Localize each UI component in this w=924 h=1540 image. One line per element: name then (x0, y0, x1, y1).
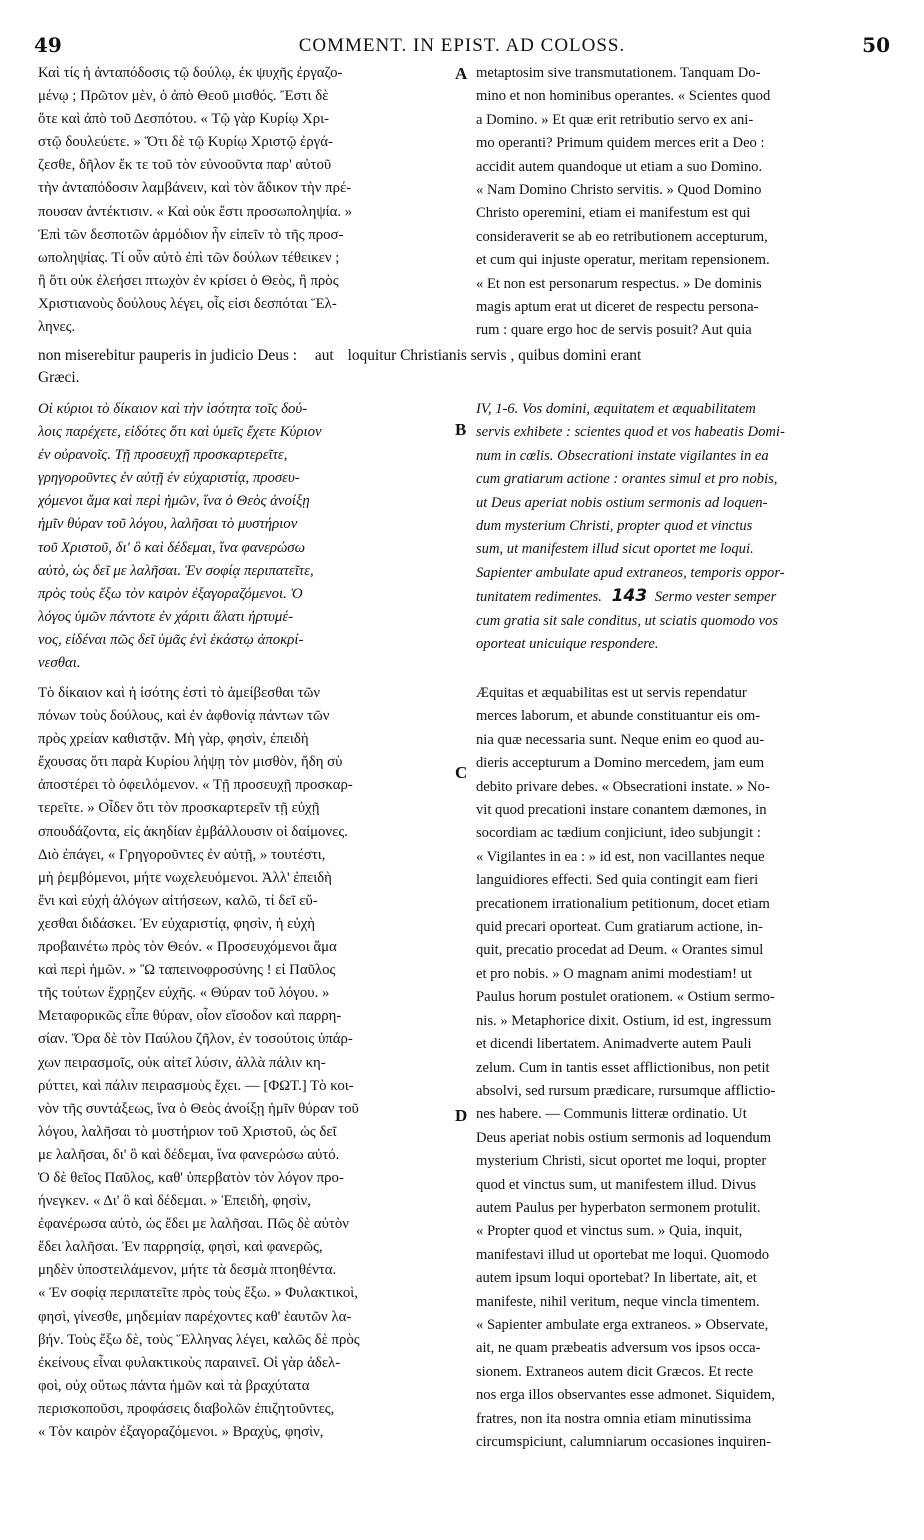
text-line: « Sapienter ambulate erga extraneos. » Observate, (476, 1316, 769, 1333)
text-line: precationem irrationalium petitionum, docet etiam (476, 895, 770, 912)
margin-marker-d: D (455, 1106, 468, 1125)
text-line: γρηγοροῦντες ἐν αὐτῇ ἐν εὐχαριστίᾳ, προσευ- (38, 470, 300, 487)
text-line: καὶ περὶ ἡμῶν. » Ὢ ταπεινοφροσύνης ! εἰ Παῦλος (38, 962, 336, 979)
text-line: βήν. Τοὺς ἔξω δὲ, τοὺς Ἕλληνας λέγει, καλῶς δὲ πρὸς (38, 1331, 360, 1348)
text-line: metaptosim sive transmutationem. Tanquam Do- (476, 65, 761, 81)
text-line: fratres, non ita nostra omnia etiam minutissima (476, 1410, 752, 1427)
text-line: merces laborum, et abunde constituantur eis om- (476, 708, 761, 725)
text-line: Τὸ δίκαιον καὶ ἡ ἰσότης ἐστὶ τὸ ἀμείβεσθαι τῶν (38, 685, 321, 701)
text-line: νος, εἰδέναι πῶς δεῖ ὑμᾶς ἑνὶ ἑκάστῳ ἀποκρί- (38, 631, 304, 648)
text-line: et pro nobis. » O magnam animi modestiam! ut (476, 965, 753, 982)
text-line: ait, ne quam præbeatis adversum vos ipsos occa- (476, 1340, 761, 1357)
text-line: quod et vinctus sum, ut manifestem illud. Divus (476, 1176, 757, 1193)
text-line: autem Paulus per hyperbaton sermonem protulit. (476, 1199, 761, 1216)
text-line-with-column-number (476, 585, 888, 609)
text-line: mino et non hominibus operantes. « Scientes quod (476, 88, 771, 105)
text-line: πουσαν ἀντέκτισιν. « Καὶ οὐκ ἔστι προσωποληψία. » (38, 203, 353, 220)
text-line: πόνων τοὺς δούλους, καὶ ἐν ἀφθονίᾳ πάντων τῶν (38, 708, 330, 725)
text-line: mo operanti? Primum quidem merces erit a Deo : (476, 135, 765, 152)
fullwidth-part-3: loquitur Christianis servis , quibus domini erant (347, 347, 642, 364)
text-line: ἔχουσας ὅτι παρὰ Κυρίου λήψῃ τὸν μισθὸν, ἤδη σὺ (38, 754, 343, 771)
text-line: ωποληψίας. Τί οὖν αὐτὸ ἐπὶ τῶν δούλων τέθεικεν ; (38, 249, 340, 266)
text-line: « Propter quod et vinctus sum. » Quia, inquit, (476, 1223, 743, 1240)
text-line: Διὸ ἐπάγει, « Γρηγοροῦντες ἐν αὐτῇ, » τουτέστι, (38, 846, 326, 863)
text-line: ἔνι καὶ εὐχὴ ἀλόγων αἰτήσεων, καλῶ, τί δεῖ εὔ- (38, 892, 318, 909)
text-line: « Τὸν καιρὸν ἐξαγοραζόμενοι. » Βραχὺς, φησὶν, (38, 1424, 324, 1440)
text-line: et cum qui injuste operatur, meritam repensionem. (476, 252, 770, 269)
block1-latin-column (476, 62, 888, 343)
text-line: dum mysterium Christi, propter quod et vinctus (476, 518, 753, 535)
text-line: λόγου, λαλῆσαι τὸ μυστήριον τοῦ Χριστοῦ, ὡς δεῖ (38, 1123, 337, 1140)
text-line: πρὸς τοὺς ἔξω τὸν καιρὸν ἐξαγοραζόμενοι. Ὁ (38, 585, 303, 602)
text-line: Deus aperiat nobis ostium sermonis ad loquendum (476, 1129, 772, 1146)
text-segment: Sermo vester semper (654, 589, 777, 606)
text-line: ήνεγκεν. « Δι' ὃ καὶ δέδεμαι. » Ἐπειδὴ, φησὶν, (38, 1193, 311, 1210)
text-line: Sapienter ambulate apud extraneos, temporis oppor- (476, 564, 785, 581)
text-line: Μεταφορικῶς εἶπε θύραν, οἷον εἴσοδον καὶ παρρη- (38, 1008, 342, 1025)
text-line: ut Deus aperiat nobis ostium sermonis ad loquen- (476, 494, 768, 511)
text-line: circumspiciunt, calumniarum occasiones inquiren- (476, 1434, 772, 1450)
text-line: cum gratiarum actione : orantes simul et pro nobis, (476, 471, 778, 488)
text-line: περισκοποῦσι, προφάσεις διαβολῶν ἐπιζητοῦντες, (38, 1400, 335, 1417)
text-line: « Vigilantes in ea : » id est, non vacillantes neque (476, 848, 765, 865)
text-line: a Domino. » Et quæ erit retributio servo ex ani- (476, 111, 754, 128)
fullwidth-part-2: aut (314, 347, 334, 364)
text-line: debito privare debes. « Obsecrationi instate. » No- (476, 778, 770, 795)
text-line: languidiores effecti. Sed quia contingit eam fieri (476, 872, 759, 889)
margin-marker-c: C (455, 763, 468, 782)
text-line: « Ἐν σοφίᾳ περιπατεῖτε πρὸς τοὺς ἔξω. » Φυλακτικοὶ, (38, 1285, 358, 1302)
text-line: νεσθαι. (38, 655, 81, 672)
text-line: μένῳ ; Πρῶτον μὲν, ὁ ἀπὸ Θεοῦ μισθός. Ἔστι δὲ (38, 88, 329, 105)
running-header (34, 33, 890, 59)
text-line: λόγος ὑμῶν πάντοτε ἐν χάριτι ἅλατι ἠρτυμέ- (38, 608, 294, 625)
text-line: vit quod precationi instare conantem dæmones, in (476, 802, 767, 819)
column-number: 143 (611, 586, 648, 607)
text-line: ἡμῖν θύραν τοῦ λόγου, λαλῆσαι τὸ μυστήριον (38, 516, 298, 533)
text-line: socordiam ac tædium conjiciunt, ideo subjungit : (476, 825, 761, 842)
text-line: oporteat unicuique respondere. (476, 636, 659, 653)
text-line: sum, ut manifestem illud sicut oportet me loqui. (476, 541, 754, 558)
block3-greek-column (38, 682, 458, 1444)
text-line: πρὸς χρείαν καθιστᾷν. Μὴ γὰρ, φησὶν, ἐπειδὴ (38, 731, 309, 748)
running-title: COMMENT. IN EPIST. AD COLOSS. (298, 35, 626, 56)
margin-marker-b: B (455, 420, 467, 439)
text-line: ρύττει, καὶ πάλιν πειρασμοὺς ἔχει. — [ΦΩΤ.] Τὸ κοι- (38, 1077, 354, 1094)
text-line: λοις παρέχετε, εἰδότες ὅτι καὶ ὑμεῖς ἔχετε Κύριον (38, 424, 322, 441)
text-line: ἔδει λαλῆσαι. Ἐν παρρησίᾳ, φησὶ, καὶ φανερῶς, (38, 1239, 323, 1256)
text-line: Καὶ τίς ἡ ἀνταπόδοσις τῷ δούλῳ, ἐκ ψυχῆς ἐργαζο- (38, 65, 343, 81)
text-line: accidit autem quandoque ut etiam a suo Domino. (476, 158, 763, 175)
text-line: quit, precatio procedat ad Deum. « Orantes simul (476, 942, 764, 959)
text-line: τοῦ Χριστοῦ, δι' ὃ καὶ δέδεμαι, ἵνα φανερώσω (38, 539, 306, 556)
text-line: consideraverit se ab eo retributionem accepturum, (476, 228, 768, 245)
text-line: Χριστιανοὺς δούλους λέγει, οἷς εἰσι δεσπόται Ἕλ- (38, 295, 337, 312)
text-line: μὴ ῥεμβόμενοι, μήτε νωχελευόμενοι. Ἀλλ' ἐπειδὴ (38, 869, 332, 886)
text-line: cum gratia sit sale conditus, ut sciatis quomodo vos (476, 612, 779, 629)
text-line: ἐν οὐρανοῖς. Τῇ προσευχῇ προσκαρτερεῖτε, (38, 447, 288, 464)
page-number-left: 49 (34, 33, 62, 57)
text-line: Ἐπὶ τῶν δεσποτῶν ἁρμόδιον ἦν εἰπεῖν τὸ τῆς προσ- (38, 226, 344, 243)
text-line: τὴν ἀνταπόδοσιν λαμβάνειν, καὶ τὸν ἄδικον τὴν πρέ- (38, 180, 352, 197)
text-line: nes habere. — Communis litteræ ordinatio. Ut (476, 1106, 747, 1123)
text-line: χεσθαι διδάσκει. Ἐν εὐχαριστίᾳ, φησὶν, ἡ εὐχὴ (38, 915, 316, 932)
margin-marker-a: A (455, 64, 468, 83)
text-line: νὸν τῆς συντάξεως, ἵνα ὁ Θεὸς ἀνοίξῃ ἡμῖν θύραν τοῦ (38, 1100, 359, 1117)
text-line: zelum. Cum in tantis esset afflictionibus, non petit (476, 1059, 770, 1076)
fullwidth-line-2: Græci. (38, 369, 80, 386)
text-line: manifeste, nihil veritum, neque vincla timentem. (476, 1293, 760, 1310)
fullwidth-line-1 (38, 345, 888, 367)
text-line: « Nam Domino Christo servitis. » Quod Domino (476, 182, 762, 199)
text-line: ληνες. (38, 319, 76, 336)
text-line: φησὶ, γίνεσθε, μηδεμίαν παρέχοντες καθ' ἑαυτῶν λα- (38, 1308, 352, 1325)
text-line: Οἱ κύριοι τὸ δίκαιον καὶ τὴν ἰσότητα τοῖς δού- (38, 401, 308, 417)
text-line: nis. » Metaphorice dixit. Ostium, id est, ingressum (476, 1012, 772, 1029)
text-line: φοὶ, οὐχ οὕτως πάντα ἡμῶν καὶ τὰ βραχύτατα (38, 1377, 310, 1394)
text-line: τερεῖτε. » Οἶδεν ὅτι τὸν προσκαρτερεῖν τῇ εὐχῇ (38, 800, 320, 817)
text-line: ἐκείνους εἶναι φυλακτικοὺς παραινεῖ. Οἱ γὰρ ἀδελ- (38, 1354, 341, 1371)
text-line: στῷ δουλεύετε. » Ὅτι δὲ τῷ Κυρίῳ Χριστῷ ἐργά- (38, 134, 333, 151)
text-line: Æquitas et æquabilitas est ut servis rependatur (476, 685, 747, 701)
text-line: servis exhibete : scientes quod et vos habeatis Domi- (476, 424, 785, 441)
text-line: μηδὲν ὑποστειλάμενον, μήτε τὰ δεσμὰ πτοηθέντα. (38, 1262, 337, 1279)
text-line: rum : quare ergo hoc de servis posuit? Aut quia (476, 322, 752, 339)
text-line: χων πειρασμοῖς, οὐκ αἰτεῖ λύσιν, ἀλλὰ πάλιν κη- (38, 1054, 326, 1071)
text-line: χόμενοι ἅμα καὶ περὶ ἡμῶν, ἵνα ὁ Θεὸς ἀνοίξῃ (38, 493, 310, 510)
text-line: ἐφανέρωσα αὐτὸ, ὡς ἔδει με λαλῆσαι. Πῶς δὲ αὐτὸν (38, 1216, 349, 1233)
text-line: ὅτε καὶ ἀπὸ τοῦ Δεσπότου. « Τῷ γὰρ Κυρίῳ Χρι- (38, 111, 330, 128)
block1-greek-column (38, 62, 458, 339)
text-line: με λαλῆσαι, δι' ὃ καὶ δέδεμαι, ἵνα φανερώσω αὐτό. (38, 1146, 340, 1163)
text-line: IV, 1-6. Vos domini, æquitatem et æquabilitatem (476, 401, 756, 417)
text-line: quid precari oporteat. Cum gratiarum actione, in- (476, 919, 763, 936)
text-segment: tunitatem redimentes. (476, 589, 602, 606)
text-line: προβαινέτω πρὸς τὸν Θεόν. « Προσευχόμενοι ἅμα (38, 939, 337, 956)
text-line: mysterium Christi, sicut oportet me loqui, propter (476, 1153, 767, 1170)
text-line: ἢ ὅτι οὐκ ἐλεήσει πτωχὸν ἐν κρίσει ὁ Θεὸς, ἢ πρὸς (38, 272, 339, 289)
text-line: nia quæ necessaria sunt. Neque enim eo quod au- (476, 731, 765, 748)
text-line: Christo operemini, etiam ei manifestum est qui (476, 205, 751, 222)
block2-greek-column (38, 398, 458, 675)
text-line: σπουδάζοντα, εἰς ἀκηδίαν ἐμβάλλουσιν οἱ δαίμονες. (38, 823, 348, 840)
text-line: absolvi, sed rursum prædicare, rursumque afflictio- (476, 1082, 776, 1099)
text-line: nos erga illos observantes esse admonet. Siquidem, (476, 1387, 775, 1404)
text-line: dieris accepturum a Domino mercedem, jam eum (476, 755, 765, 772)
text-line: magis aptum erat ut diceret de respectu persona- (476, 299, 759, 316)
block2-latin-column (476, 398, 888, 656)
text-line: et dicendi libertatem. Animadverte autem Pauli (476, 1036, 752, 1053)
text-line: sionem. Extraneos autem dicit Græcos. Et recte (476, 1363, 754, 1380)
text-line: ζεσθε, δῆλον ἔκ τε τοῦ τὸν εὐνοοῦντα παρ' αὐτοῦ (38, 157, 332, 174)
text-line: num in cœlis. Obsecrationi instate vigilantes in ea (476, 447, 769, 464)
text-line: τῆς τούτων ἔχρῃζεν εὐχῆς. « Θύραν τοῦ λόγου. » (38, 985, 330, 1002)
text-line: αὐτὸ, ὡς δεῖ με λαλῆσαι. Ἐν σοφίᾳ περιπατεῖτε, (38, 562, 314, 579)
fullwidth-part-1: non miserebitur pauperis in judicio Deus : (38, 347, 298, 364)
text-line: σίαν. Ὅρα δὲ τὸν Παύλου ζῆλον, ἐν τοσούτοις ὑπάρ- (38, 1031, 353, 1048)
page-number-right: 50 (862, 33, 890, 57)
text-line: ἀποστέρει τὸ ὀφειλόμενον. « Τῇ προσευχῇ προσκαρ- (38, 777, 353, 794)
text-line: manifestavi illud ut oportebat me loqui. Quomodo (476, 1246, 770, 1263)
block3-latin-column (476, 682, 888, 1454)
text-line: Paulus horum postulet orationem. « Ostium sermo- (476, 989, 775, 1006)
text-line: autem ipsum loqui oportebat? In libertate, ait, et (476, 1270, 757, 1287)
text-line: « Et non est personarum respectus. » De dominis (476, 275, 762, 292)
text-line: Ὁ δὲ θεῖος Παῦλος, καθ' ὑπερβατὸν τὸν λόγον προ- (38, 1169, 344, 1186)
